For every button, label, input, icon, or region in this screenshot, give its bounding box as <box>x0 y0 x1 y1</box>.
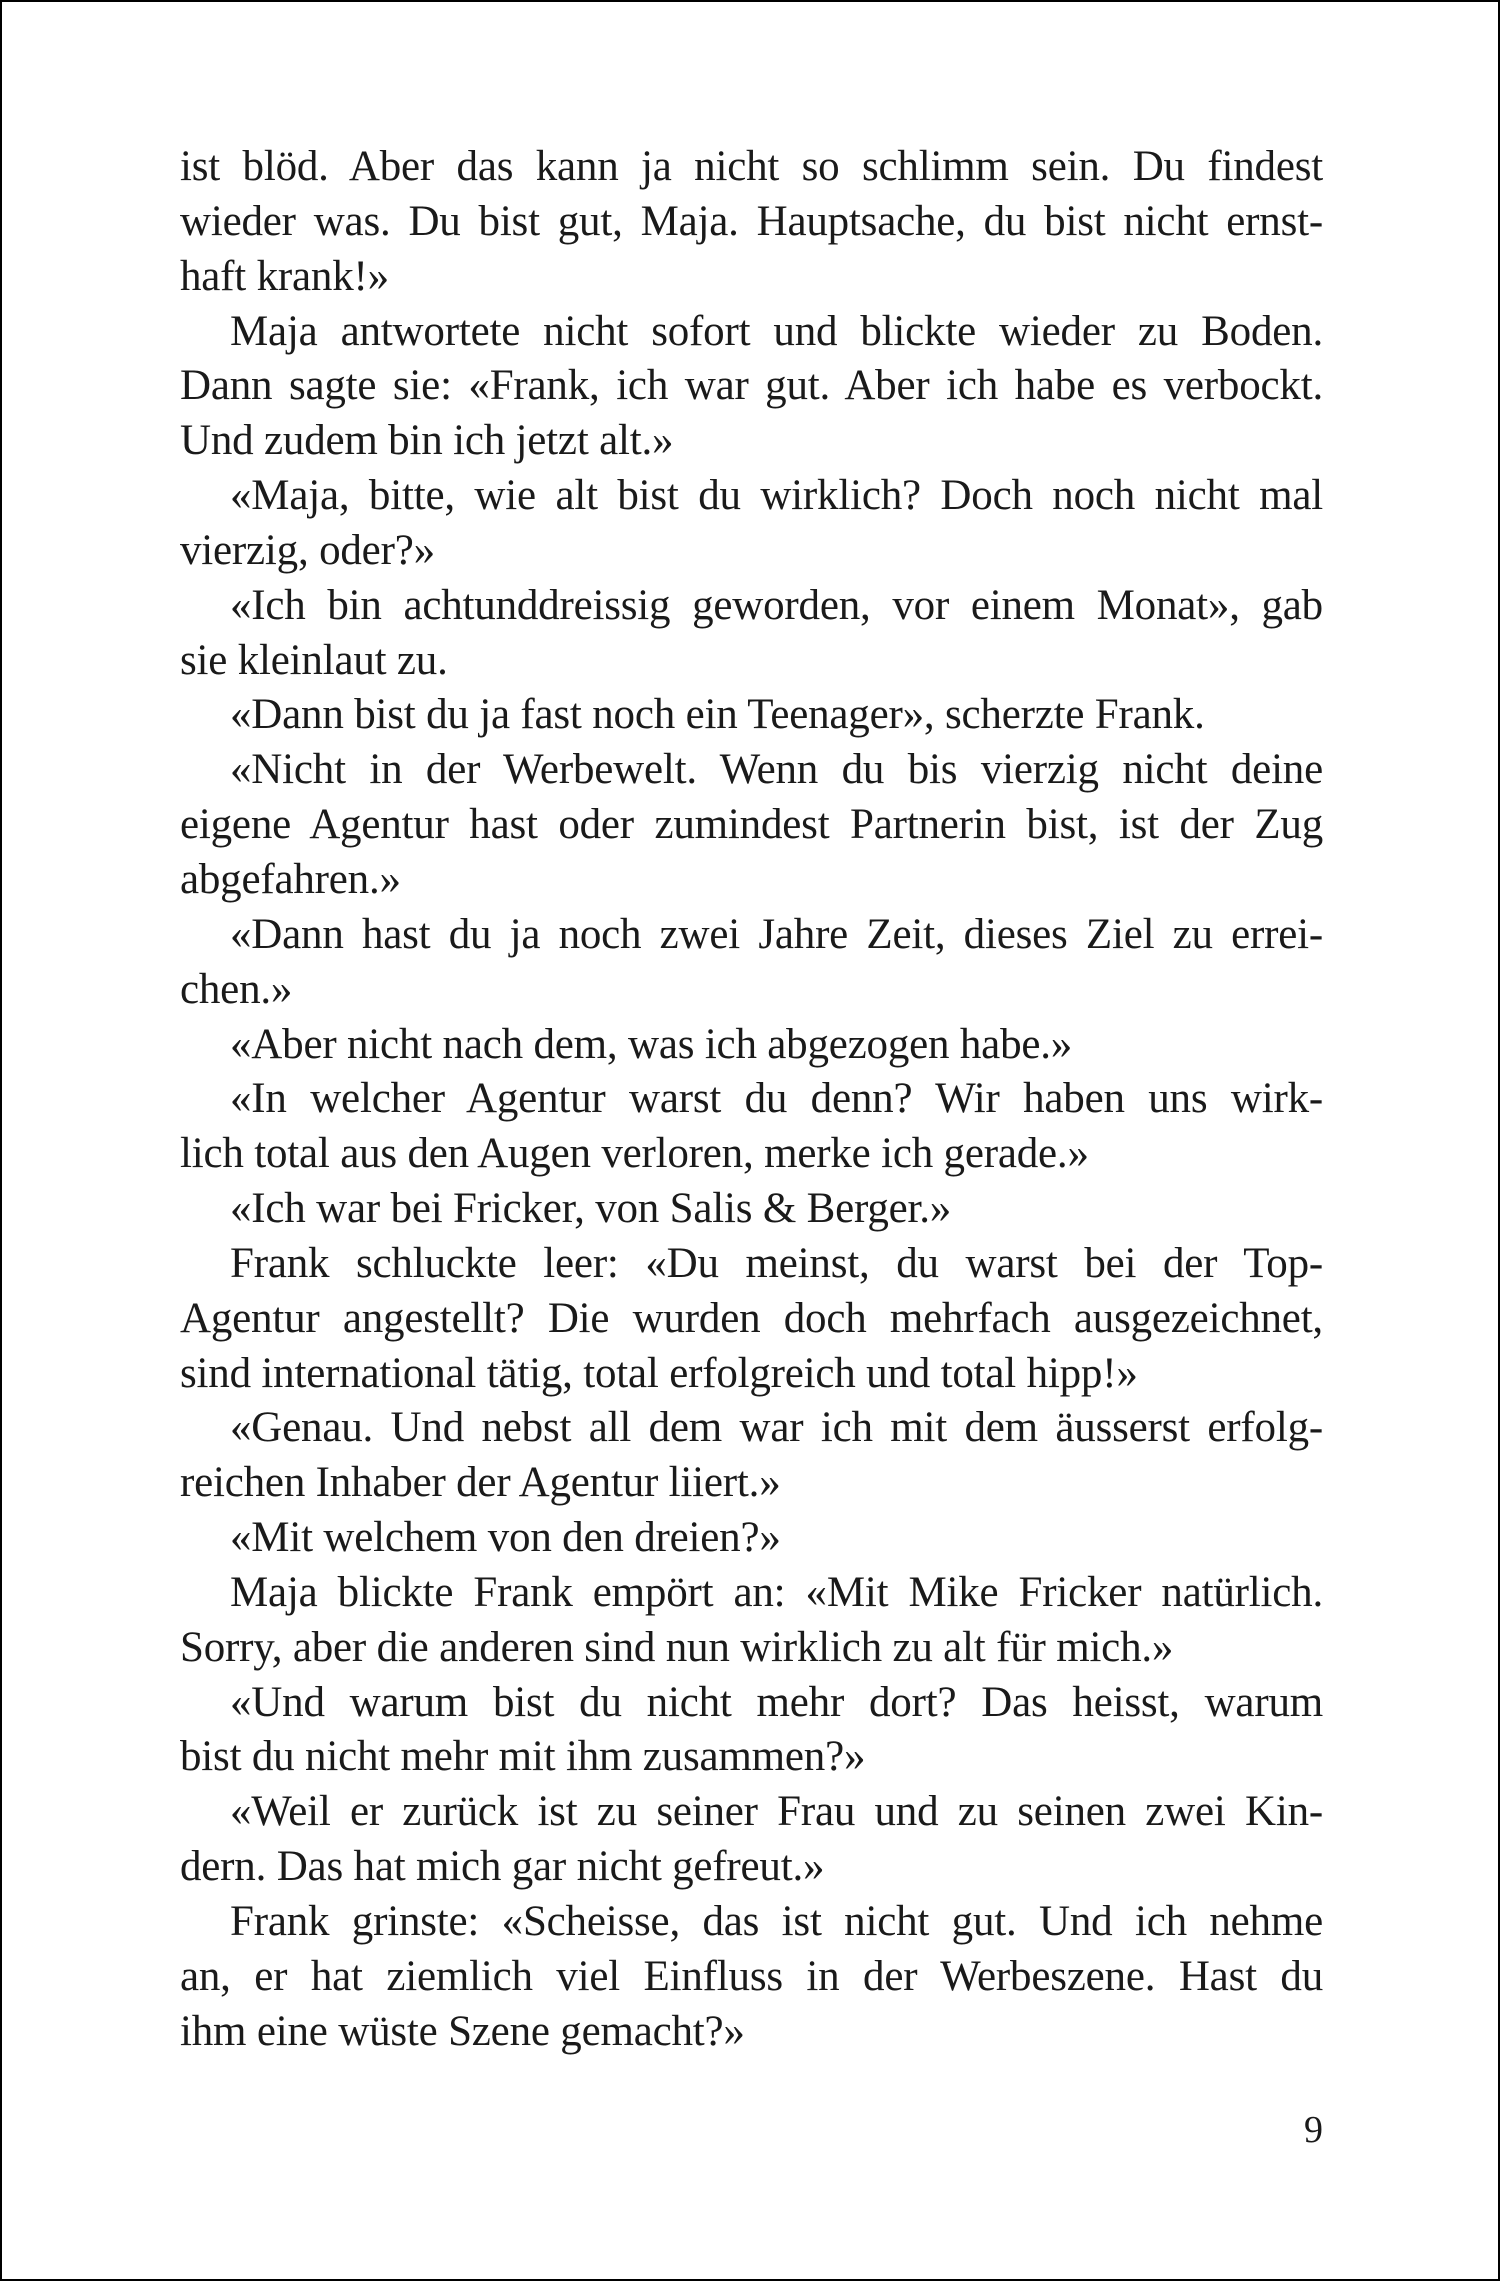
text-line: reichen Inhaber der Agentur liiert.» <box>180 1459 781 1507</box>
text-line: Frank schluckte leer: «Du meinst, du warst bei der Top- <box>230 1239 1323 1287</box>
text-line: abgefahren.» <box>180 855 401 903</box>
text-line: «In welcher Agentur warst du denn? Wir haben uns wirk- <box>230 1075 1323 1123</box>
text-line: sind international tätig, total erfolgreich und total hipp!» <box>180 1349 1138 1397</box>
text-line: «Ich bin achtunddreissig geworden, vor einem Monat», gab <box>230 581 1323 629</box>
text-line: «Und warum bist du nicht mehr dort? Das heisst, warum <box>230 1678 1323 1726</box>
text-line: «Aber nicht nach dem, was ich abgezogen habe.» <box>230 1020 1073 1068</box>
text-line: «Ich war bei Fricker, von Salis & Berger.» <box>230 1185 952 1233</box>
text-line: Maja blickte Frank empört an: «Mit Mike Fricker natürlich. <box>230 1568 1323 1616</box>
text-line: «Genau. Und nebst all dem war ich mit dem äusserst erfolg- <box>230 1404 1323 1452</box>
text-line: Agentur angestellt? Die wurden doch mehrfach ausgezeichnet, <box>180 1294 1323 1342</box>
text-line: dern. Das hat mich gar nicht gefreut.» <box>180 1843 825 1891</box>
text-line: lich total aus den Augen verloren, merke ich gerade.» <box>180 1130 1089 1178</box>
text-line: Maja antwortete nicht sofort und blickte wieder zu Boden. <box>230 307 1323 355</box>
text-line: Und zudem bin ich jetzt alt.» <box>180 417 674 465</box>
text-line: Dann sagte sie: «Frank, ich war gut. Aber ich habe es verbockt. <box>180 362 1323 410</box>
text-line: Frank grinste: «Scheisse, das ist nicht gut. Und ich nehme <box>230 1898 1323 1945</box>
page-number: 9 <box>1304 2109 1323 2151</box>
body-text <box>180 140 1323 2060</box>
text-line: vierzig, oder?» <box>180 526 435 574</box>
text-line: an, er hat ziemlich viel Einfluss in der Werbeszene. Hast du <box>180 1952 1323 2000</box>
text-line: wieder was. Du bist gut, Maja. Hauptsache, du bist nicht ernst- <box>180 197 1323 245</box>
text-line: «Maja, bitte, wie alt bist du wirklich? Doch noch nicht mal <box>230 472 1323 520</box>
text-line: Sorry, aber die anderen sind nun wirklich zu alt für mich.» <box>180 1623 1174 1671</box>
text-line: «Weil er zurück ist zu seiner Frau und zu seinen zwei Kin- <box>230 1788 1323 1836</box>
text-line: «Dann hast du ja noch zwei Jahre Zeit, dieses Ziel zu errei- <box>230 910 1323 958</box>
text-line: bist du nicht mehr mit ihm zusammen?» <box>180 1733 866 1781</box>
text-line: «Dann bist du ja fast noch ein Teenager», scherzte Frank. <box>230 691 1205 739</box>
text-line: «Nicht in der Werbewelt. Wenn du bis vierzig nicht deine <box>230 746 1323 794</box>
text-line: ist blöd. Aber das kann ja nicht so schlimm sein. Du findest <box>180 143 1323 190</box>
text-line: haft krank!» <box>180 252 389 300</box>
text-line: «Mit welchem von den dreien?» <box>230 1514 781 1562</box>
text-line: ihm eine wüste Szene gemacht?» <box>180 2007 745 2055</box>
text-line: chen.» <box>180 965 293 1013</box>
text-line: eigene Agentur hast oder zumindest Partnerin bist, ist der Zug <box>180 801 1323 849</box>
text-line: sie kleinlaut zu. <box>180 636 448 684</box>
